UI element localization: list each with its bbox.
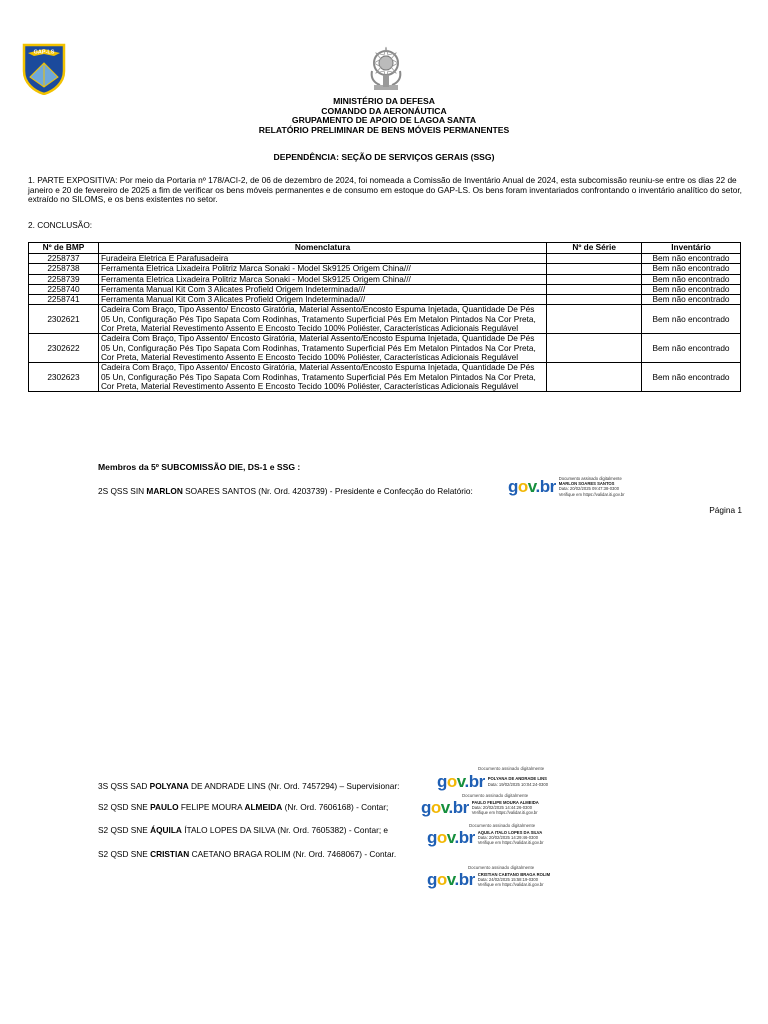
stamp-details: Documento assinado digitalmente MARLON SOARES SANTOS Data: 20/02/2025 09:47:38-0300 Verifique em https://validar.iti.gov.br	[558, 476, 625, 497]
bmp-cell: 2302622	[29, 334, 99, 363]
inventario-cell: Bem não encontrado	[642, 334, 741, 363]
header-nomenclatura: Nomenclatura	[98, 243, 546, 254]
nomenclatura-cell: Cadeira Com Braço, Tipo Assento/ Encosto Giratória, Material Assento/Encosto Espuma Injetada, Quantidade De Pés 05 Un, Configuração Pés Tipo Sapata Com Rodinhas, Tratamento Superficial Pés Em Metalon Pintados Na Cor Preta, Cor Preta, Material Revestimento Assento E Encosto Tecido 100% Poliéster, Características Adicionais Regulável	[98, 305, 546, 334]
stamp-caption-aquila: Documento assinado digitalmente	[469, 823, 536, 828]
govbr-logo: gov.br	[427, 828, 475, 847]
govbr-stamp-aquila	[427, 829, 544, 846]
inventario-cell: Bem não encontrado	[642, 295, 741, 305]
nomenclatura-cell: Ferramenta Eletrica Lixadeira Politriz Marca Sonaki - Model Sk9125 Origem China///	[98, 274, 546, 284]
bmp-cell: 2258740	[29, 284, 99, 294]
govbr-stamp-marlon	[508, 476, 625, 497]
inventario-cell: Bem não encontrado	[642, 363, 741, 392]
nomenclatura-cell: Cadeira Com Braço, Tipo Assento/ Encosto Giratória, Material Assento/Encosto Espuma Injetada, Quantidade De Pés 05 Un, Configuração Pés Tipo Sapata Com Rodinhas, Tratamento Superficial Pés Em Metalon Pintados Na Cor Preta, Cor Preta, Material Revestimento Assento E Encosto Tecido 100% Poliéster, Características Adicionais Regulável	[98, 334, 546, 363]
table-row	[29, 305, 741, 334]
conclusao-heading: 2. CONCLUSÃO:	[28, 220, 93, 230]
serie-cell	[547, 295, 642, 305]
inventario-cell: Bem não encontrado	[642, 305, 741, 334]
membros-heading: Membros da 5º SUBCOMISSÃO DIE, DS-1 e SSG :	[98, 462, 301, 472]
signatory-polyana: 3S QSS SAD POLYANA DE ANDRADE LINS (Nr. Ord. 7457294) – Supervisionar:	[98, 781, 400, 791]
inventario-cell: Bem não encontrado	[642, 284, 741, 294]
signatory-marlon	[98, 487, 473, 497]
table-row	[29, 363, 741, 392]
table-row	[29, 295, 741, 305]
table-row	[29, 264, 741, 274]
gap-ls-emblem	[20, 41, 68, 95]
name-bold: MARLON	[146, 486, 183, 496]
serie-cell	[547, 284, 642, 294]
nomenclatura-cell: Ferramenta Manual Kit Com 3 Alicates Profield Origem Indeterminada///	[98, 284, 546, 294]
serie-cell	[547, 305, 642, 334]
dependencia-title: DEPENDÊNCIA: SEÇÃO DE SERVIÇOS GERAIS (SSG)	[273, 152, 495, 162]
header-comando: COMANDO DA AERONÁUTICA	[321, 105, 447, 116]
parte-expositiva: 1. PARTE EXPOSITIVA: Por meio da Portaria nº 178/ACI-2, de 06 de dezembro de 2024, foi nomeada a Comissão de Inventário Anual de 2024, esta subcomissão reuniu-se entre os dias 22 de janeiro e 20 de fevereiro de 2025 a fim de verificar os bens móveis permanentes e de consumo em estoque do GAP-LS. Os bens foram inventariados confrontando o inventário analítico do setor, extraído no SILOMS, e os bens existentes no setor.	[28, 175, 742, 205]
bmp-cell: 2258739	[29, 274, 99, 284]
bmp-cell: 2258737	[29, 254, 99, 264]
govbr-stamp-paulo	[421, 799, 539, 816]
serie-cell	[547, 264, 642, 274]
inventario-cell: Bem não encontrado	[642, 274, 741, 284]
stamp-caption-cristian: Documento assinado digitalmente	[468, 865, 535, 870]
nomenclatura-cell: Ferramenta Manual Kit Com 3 Alicates Profield Origem Indeterminada///	[98, 295, 546, 305]
govbr-logo: gov.br	[427, 870, 475, 889]
govbr-stamp-cristian	[427, 871, 550, 888]
nomenclatura-cell: Cadeira Com Braço, Tipo Assento/ Encosto Giratória, Material Assento/Encosto Espuma Injetada, Quantidade De Pés 05 Un, Configuração Pés Tipo Sapata Com Rodinhas, Tratamento Superficial Pés Em Metalon Pintados Na Cor Preta, Cor Preta, Material Revestimento Assento E Encosto Tecido 100% Poliéster, Características Adicionais Regulável	[98, 363, 546, 392]
header-serie: Nº de Série	[547, 243, 642, 254]
bmp-cell: 2302623	[29, 363, 99, 392]
table-row	[29, 274, 741, 284]
serie-cell	[547, 274, 642, 284]
inventario-cell: Bem não encontrado	[642, 264, 741, 274]
stamp-caption-paulo: Documento assinado digitalmente	[462, 793, 529, 798]
stamp-details: CRISTIAN CAETANO BRAGA ROLIM Data: 24/02/2025 15:58:19-0300 Verifique em https://validar.iti.gov.br	[477, 871, 551, 888]
bmp-cell: 2258741	[29, 295, 99, 305]
bmp-cell: 2302621	[29, 305, 99, 334]
header-relatorio: RELATÓRIO PRELIMINAR DE BENS MÓVEIS PERMANENTES	[258, 124, 510, 135]
signatory-paulo: S2 QSD SNE PAULO FELIPE MOURA ALMEIDA (Nr. Ord. 7606168) - Contar;	[98, 802, 389, 812]
govbr-logo: gov.br	[437, 772, 485, 791]
table-row	[29, 254, 741, 264]
stamp-details: AQUILA ITALO LOPES DA SILVA Data: 20/02/2025 14:29:46-0300 Verifique em https://validar.iti.gov.br	[477, 829, 544, 846]
table-row	[29, 284, 741, 294]
document-header	[0, 97, 768, 135]
stamp-details: POLYANA DE ANDRADE LINS Data: 19/02/2025 10:04:24-0300	[487, 776, 549, 787]
stamp-caption-polyana: Documento assinado digitalmente	[478, 766, 545, 771]
nomenclatura-cell: Ferramenta Eletrica Lixadeira Politriz Marca Sonaki - Model Sk9125 Origem China///	[98, 264, 546, 274]
table-header-row	[29, 243, 741, 254]
inventario-cell: Bem não encontrado	[642, 254, 741, 264]
svg-text:GAP-LS: GAP-LS	[33, 49, 55, 56]
serie-cell	[547, 334, 642, 363]
stamp-details: PAULO FELIPE MOURA ALMEIDA Data: 20/02/2025 14:44:26-0300 Verifique em https://validar.iti.gov.br	[471, 799, 539, 816]
govbr-logo: gov.br	[421, 798, 469, 817]
header-grupamento: GRUPAMENTO DE APOIO DE LAGOA SANTA	[291, 115, 477, 126]
govbr-logo: gov.br	[508, 476, 556, 496]
bmp-cell: 2258738	[29, 264, 99, 274]
serie-cell	[547, 363, 642, 392]
nomenclatura-cell: Furadeira Eletrica E Parafusadeira	[98, 254, 546, 264]
rank-text: 2S QSS SIN	[98, 486, 147, 496]
govbr-stamp-polyana	[437, 773, 548, 790]
header-bmp: Nº de BMP	[29, 243, 99, 254]
serie-cell	[547, 254, 642, 264]
signatory-aquila: S2 QSD SNE ÁQUILA ÍTALO LOPES DA SILVA (Nr. Ord. 7605382) - Contar; e	[98, 825, 389, 835]
header-inventario: Inventário	[642, 243, 741, 254]
page-number: Página 1	[709, 505, 742, 515]
inventory-table	[28, 242, 741, 392]
signatory-cristian: S2 QSD SNE CRISTIAN CAETANO BRAGA ROLIM (Nr. Ord. 7468067) - Contar.	[98, 849, 397, 859]
name-rest: SOARES SANTOS (Nr. Ord. 4203739) - Presidente e Confecção do Relatório:	[182, 486, 473, 496]
brazil-coat-of-arms	[366, 45, 406, 93]
table-row	[29, 334, 741, 363]
header-ministerio: MINISTÉRIO DA DEFESA	[333, 96, 435, 106]
